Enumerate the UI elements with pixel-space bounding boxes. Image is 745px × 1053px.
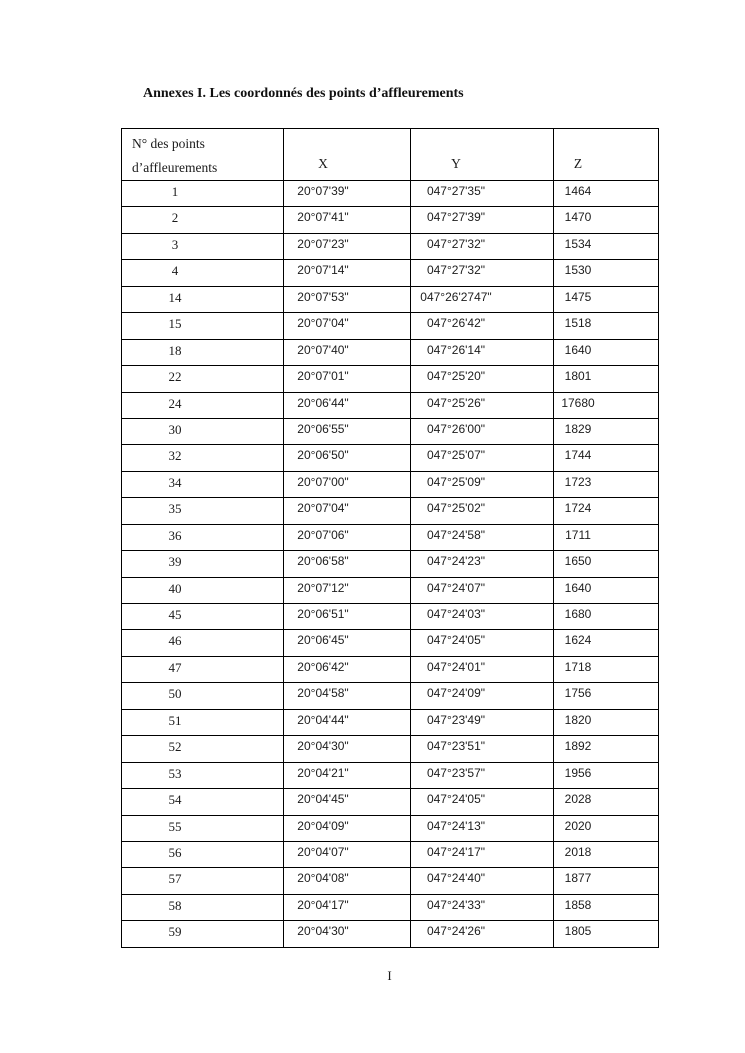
table-row bbox=[122, 445, 659, 471]
header-points-line2: d’affleurements bbox=[132, 160, 218, 175]
point-number-cell: 57 bbox=[122, 868, 284, 894]
y-value-cell: 047°24'09" bbox=[411, 683, 554, 709]
point-number-cell: 14 bbox=[122, 286, 284, 312]
table-row bbox=[122, 498, 659, 524]
y-value-cell: 047°24'23" bbox=[411, 551, 554, 577]
x-value-cell: 20°06'44" bbox=[284, 392, 411, 418]
z-value-cell: 1518 bbox=[554, 313, 659, 339]
y-value-cell: 047°24'58" bbox=[411, 524, 554, 550]
x-value-cell: 20°04'17" bbox=[284, 894, 411, 920]
y-value-cell: 047°25'09" bbox=[411, 471, 554, 497]
point-number-cell: 15 bbox=[122, 313, 284, 339]
x-value-cell: 20°04'58" bbox=[284, 683, 411, 709]
point-number-cell: 55 bbox=[122, 815, 284, 841]
z-value-cell: 1624 bbox=[554, 630, 659, 656]
point-number-cell: 30 bbox=[122, 418, 284, 444]
table-row bbox=[122, 577, 659, 603]
header-points-number bbox=[122, 129, 284, 181]
header-y: Y bbox=[411, 129, 554, 181]
point-number-cell: 53 bbox=[122, 762, 284, 788]
coordinates-table bbox=[121, 128, 659, 948]
x-value-cell: 20°07'06" bbox=[284, 524, 411, 550]
x-value-cell: 20°06'58" bbox=[284, 551, 411, 577]
z-value-cell: 1640 bbox=[554, 577, 659, 603]
point-number-cell: 24 bbox=[122, 392, 284, 418]
y-value-cell: 047°27'39" bbox=[411, 207, 554, 233]
point-number-cell: 54 bbox=[122, 789, 284, 815]
point-number-cell: 40 bbox=[122, 577, 284, 603]
z-value-cell: 1475 bbox=[554, 286, 659, 312]
z-value-cell: 1680 bbox=[554, 604, 659, 630]
y-value-cell: 047°24'33" bbox=[411, 894, 554, 920]
table-header-row bbox=[122, 129, 659, 181]
point-number-cell: 52 bbox=[122, 736, 284, 762]
point-number-cell: 35 bbox=[122, 498, 284, 524]
point-number-cell: 59 bbox=[122, 921, 284, 947]
x-value-cell: 20°07'04" bbox=[284, 313, 411, 339]
x-value-cell: 20°06'55" bbox=[284, 418, 411, 444]
table-row bbox=[122, 366, 659, 392]
z-value-cell: 2020 bbox=[554, 815, 659, 841]
z-value-cell: 1892 bbox=[554, 736, 659, 762]
z-value-cell: 17680 bbox=[554, 392, 659, 418]
x-value-cell: 20°07'01" bbox=[284, 366, 411, 392]
table-row bbox=[122, 418, 659, 444]
x-value-cell: 20°07'39" bbox=[284, 181, 411, 207]
table-row bbox=[122, 260, 659, 286]
y-value-cell: 047°24'03" bbox=[411, 604, 554, 630]
point-number-cell: 2 bbox=[122, 207, 284, 233]
z-value-cell: 1956 bbox=[554, 762, 659, 788]
z-value-cell: 1820 bbox=[554, 709, 659, 735]
table-row bbox=[122, 524, 659, 550]
point-number-cell: 22 bbox=[122, 366, 284, 392]
y-value-cell: 047°25'26" bbox=[411, 392, 554, 418]
point-number-cell: 51 bbox=[122, 709, 284, 735]
y-value-cell: 047°23'51" bbox=[411, 736, 554, 762]
y-value-cell: 047°23'57" bbox=[411, 762, 554, 788]
point-number-cell: 46 bbox=[122, 630, 284, 656]
point-number-cell: 3 bbox=[122, 233, 284, 259]
y-value-cell: 047°25'20" bbox=[411, 366, 554, 392]
y-value-cell: 047°24'05" bbox=[411, 789, 554, 815]
header-z: Z bbox=[554, 129, 659, 181]
table-row bbox=[122, 313, 659, 339]
table-row bbox=[122, 339, 659, 365]
z-value-cell: 1464 bbox=[554, 181, 659, 207]
point-number-cell: 39 bbox=[122, 551, 284, 577]
table-row bbox=[122, 841, 659, 867]
y-value-cell: 047°24'26" bbox=[411, 921, 554, 947]
point-number-cell: 36 bbox=[122, 524, 284, 550]
point-number-cell: 58 bbox=[122, 894, 284, 920]
x-value-cell: 20°07'40" bbox=[284, 339, 411, 365]
table-row bbox=[122, 286, 659, 312]
x-value-cell: 20°04'09" bbox=[284, 815, 411, 841]
point-number-cell: 18 bbox=[122, 339, 284, 365]
table-row bbox=[122, 921, 659, 947]
z-value-cell: 1858 bbox=[554, 894, 659, 920]
z-value-cell: 1877 bbox=[554, 868, 659, 894]
header-points-line1: N° des points bbox=[132, 136, 205, 151]
point-number-cell: 4 bbox=[122, 260, 284, 286]
table-row bbox=[122, 604, 659, 630]
table-row bbox=[122, 181, 659, 207]
table-row bbox=[122, 471, 659, 497]
table-row bbox=[122, 736, 659, 762]
z-value-cell: 1470 bbox=[554, 207, 659, 233]
x-value-cell: 20°07'00" bbox=[284, 471, 411, 497]
z-value-cell: 1650 bbox=[554, 551, 659, 577]
y-value-cell: 047°24'05" bbox=[411, 630, 554, 656]
point-number-cell: 47 bbox=[122, 656, 284, 682]
y-value-cell: 047°24'01" bbox=[411, 656, 554, 682]
z-value-cell: 1829 bbox=[554, 418, 659, 444]
z-value-cell: 1711 bbox=[554, 524, 659, 550]
z-value-cell: 1640 bbox=[554, 339, 659, 365]
x-value-cell: 20°06'51" bbox=[284, 604, 411, 630]
table-row bbox=[122, 709, 659, 735]
x-value-cell: 20°04'30" bbox=[284, 736, 411, 762]
y-value-cell: 047°27'32" bbox=[411, 260, 554, 286]
x-value-cell: 20°04'30" bbox=[284, 921, 411, 947]
annex-title: Annexes I. Les coordonnés des points d’affleurements bbox=[143, 86, 464, 101]
z-value-cell: 1724 bbox=[554, 498, 659, 524]
y-value-cell: 047°24'13" bbox=[411, 815, 554, 841]
point-number-cell: 50 bbox=[122, 683, 284, 709]
table-row bbox=[122, 551, 659, 577]
point-number-cell: 56 bbox=[122, 841, 284, 867]
z-value-cell: 1530 bbox=[554, 260, 659, 286]
table-row bbox=[122, 683, 659, 709]
z-value-cell: 1756 bbox=[554, 683, 659, 709]
z-value-cell: 1723 bbox=[554, 471, 659, 497]
y-value-cell: 047°24'40" bbox=[411, 868, 554, 894]
z-value-cell: 1801 bbox=[554, 366, 659, 392]
y-value-cell: 047°26'14" bbox=[411, 339, 554, 365]
x-value-cell: 20°06'42" bbox=[284, 656, 411, 682]
x-value-cell: 20°07'23" bbox=[284, 233, 411, 259]
y-value-cell: 047°26'2747" bbox=[411, 286, 554, 312]
z-value-cell: 1744 bbox=[554, 445, 659, 471]
table-row bbox=[122, 233, 659, 259]
x-value-cell: 20°06'50" bbox=[284, 445, 411, 471]
x-value-cell: 20°06'45" bbox=[284, 630, 411, 656]
z-value-cell: 2018 bbox=[554, 841, 659, 867]
table-row bbox=[122, 656, 659, 682]
point-number-cell: 32 bbox=[122, 445, 284, 471]
x-value-cell: 20°07'14" bbox=[284, 260, 411, 286]
x-value-cell: 20°04'07" bbox=[284, 841, 411, 867]
y-value-cell: 047°24'17" bbox=[411, 841, 554, 867]
z-value-cell: 1805 bbox=[554, 921, 659, 947]
x-value-cell: 20°07'12" bbox=[284, 577, 411, 603]
table-row bbox=[122, 815, 659, 841]
table-row bbox=[122, 868, 659, 894]
table-row bbox=[122, 630, 659, 656]
table-row bbox=[122, 789, 659, 815]
z-value-cell: 1718 bbox=[554, 656, 659, 682]
x-value-cell: 20°07'41" bbox=[284, 207, 411, 233]
y-value-cell: 047°27'35" bbox=[411, 181, 554, 207]
y-value-cell: 047°24'07" bbox=[411, 577, 554, 603]
x-value-cell: 20°07'04" bbox=[284, 498, 411, 524]
table-row bbox=[122, 762, 659, 788]
y-value-cell: 047°26'00" bbox=[411, 418, 554, 444]
x-value-cell: 20°04'44" bbox=[284, 709, 411, 735]
header-x: X bbox=[284, 129, 411, 181]
page-number: I bbox=[387, 968, 392, 983]
x-value-cell: 20°04'21" bbox=[284, 762, 411, 788]
x-value-cell: 20°07'53" bbox=[284, 286, 411, 312]
z-value-cell: 1534 bbox=[554, 233, 659, 259]
y-value-cell: 047°23'49" bbox=[411, 709, 554, 735]
x-value-cell: 20°04'45" bbox=[284, 789, 411, 815]
table-row bbox=[122, 392, 659, 418]
z-value-cell: 2028 bbox=[554, 789, 659, 815]
y-value-cell: 047°27'32" bbox=[411, 233, 554, 259]
table-row bbox=[122, 207, 659, 233]
point-number-cell: 45 bbox=[122, 604, 284, 630]
y-value-cell: 047°25'02" bbox=[411, 498, 554, 524]
x-value-cell: 20°04'08" bbox=[284, 868, 411, 894]
y-value-cell: 047°26'42" bbox=[411, 313, 554, 339]
table-row bbox=[122, 894, 659, 920]
y-value-cell: 047°25'07" bbox=[411, 445, 554, 471]
point-number-cell: 34 bbox=[122, 471, 284, 497]
point-number-cell: 1 bbox=[122, 181, 284, 207]
